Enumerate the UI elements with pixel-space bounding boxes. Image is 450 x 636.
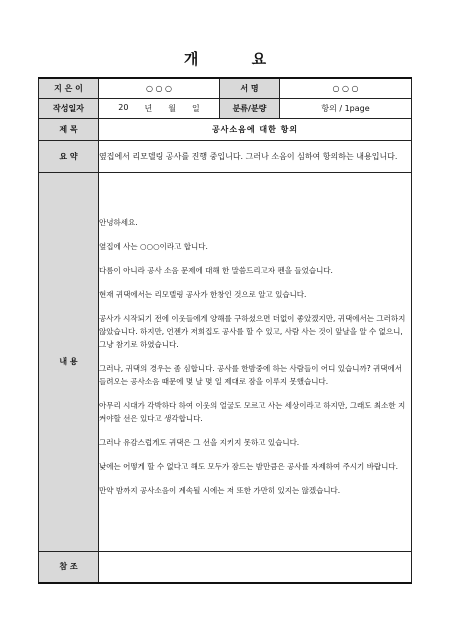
date-year: 20 — [118, 102, 129, 112]
date-year-unit: 년 — [144, 103, 153, 113]
date-category-row — [39, 98, 412, 118]
summary-value: 옆집에서 리모델링 공사를 진행 중입니다. 그러나 소음이 심하여 항의하는 내용입니다. — [99, 140, 412, 172]
content-paragraph: 현재 귀댁에서는 리모델링 공사가 한창인 것으로 알고 있습니다. — [99, 289, 307, 299]
subject-row — [39, 118, 412, 140]
subject-label: 제 목 — [39, 118, 99, 140]
author-row — [39, 78, 412, 98]
content-paragraph: 다름이 아니라 공사 소음 문제에 대해 한 말씀드리고자 펜을 들었습니다. — [99, 265, 333, 275]
reference-label: 참 조 — [39, 551, 99, 583]
written-date-label: 작성일자 — [39, 98, 99, 118]
subject-value: 공사소음에 대한 항의 — [99, 118, 412, 140]
content-paragraph: 그러나, 귀댁의 경우는 좀 심합니다. 공사를 한밤중에 하는 사람들이 어디 있습니까? 귀댁에서 들려오는 공사소음 때문에 몇 날 몇 일 제대로 잠을 이루지 못했습니다. — [99, 363, 403, 386]
content-label: 내 용 — [39, 172, 99, 551]
author-label: 지 은 이 — [39, 78, 99, 98]
signature-label: 서 명 — [220, 78, 280, 98]
content-paragraph: 안녕하세요. — [99, 217, 138, 227]
date-month-unit: 월 — [168, 103, 176, 113]
content-paragraph: 공사가 시작되기 전에 이웃들에게 양해를 구하셨으면 더없이 좋았겠지만, 귀댁에서는 그러하지 않았습니다. 하지만, 언젠가 저희집도 공사를 할 수 있고, 사람 사는 것이 앞날을 알 수 없으니, 그냥 참기로 하였습니다. — [99, 313, 406, 349]
content-body — [99, 172, 412, 551]
document-form — [38, 77, 412, 584]
category-value: 항의 / 1page — [280, 98, 412, 118]
content-paragraph: 낮에는 어떻게 할 수 없다고 해도 모두가 잠드는 밤만큼은 공사를 자제하여 주시기 바랍니다. — [99, 461, 399, 471]
written-date-value — [99, 98, 220, 118]
document-title: 개 요 — [183, 50, 291, 68]
summary-row — [39, 140, 412, 172]
content-row — [39, 172, 412, 551]
category-label: 분류/분량 — [220, 98, 280, 118]
signature-value: ○ ○ ○ — [280, 78, 412, 98]
content-paragraph: 옆집에 사는 ○○○이라고 합니다. — [99, 241, 208, 251]
content-paragraph: 그러나 유감스럽게도 귀댁은 그 선을 지키지 못하고 있습니다. — [99, 437, 300, 447]
author-value: ○ ○ ○ — [99, 78, 220, 98]
summary-label: 요 약 — [39, 140, 99, 172]
reference-row — [39, 551, 412, 583]
content-paragraph: 아무리 시대가 각박하다 하여 이웃의 얼굴도 모르고 사는 세상이라고 하지만, 그래도 최소한 지켜야할 선은 있다고 생각합니다. — [99, 400, 406, 423]
content-paragraph: 만약 밤까지 공사소음이 계속될 시에는 저 또한 가만히 있지는 않겠습니다. — [99, 485, 341, 495]
date-day-unit: 일 — [191, 103, 200, 113]
reference-value — [99, 551, 412, 583]
